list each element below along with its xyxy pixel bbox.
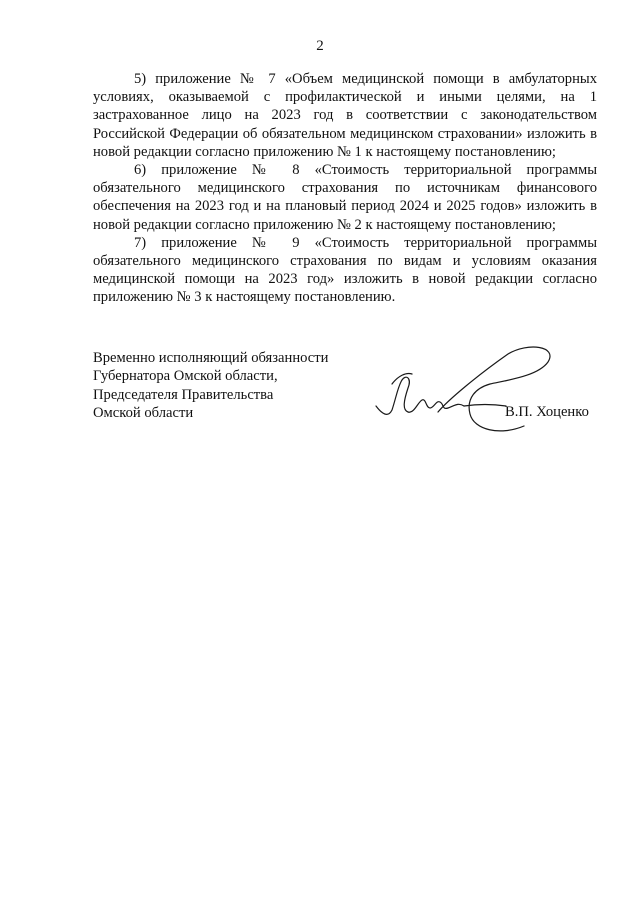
handwritten-signature — [368, 340, 568, 440]
signature-letters-stroke — [376, 377, 464, 414]
signatory-title-line: Временно исполняющий обязанности — [93, 350, 329, 366]
paragraph-item-5: 5) приложение № 7 «Объем медицинской помощи в амбулаторных условиях, оказываемой с профилактической и иными целями, на 1 застрахованное лицо на 2023 год в соответствии с законодательством Российской Федерации об обязательном медицинском страховании» изложить в новой редакции согласно приложению № 1 к настоящему постановлению; — [93, 71, 597, 160]
signatory-title-line: Омской области — [93, 405, 194, 422]
signature-tail-stroke — [464, 405, 506, 407]
signatory-name: В.П. Хоценко — [505, 404, 589, 420]
signatory-title-line: Губернатора Омской области, — [93, 368, 278, 385]
paragraph-item-6: 6) приложение № 8 «Стоимость территориальной программы обязательного медицинского страхования по источникам финансового обеспечения на 2023 год и на плановый период 2024 и 2025 годов» изложить в новой редакции согласно приложению № 2 к настоящему постановлению; — [93, 162, 597, 233]
signatory-title-line: Председателя Правительства — [93, 386, 274, 403]
page-number: 2 — [316, 38, 324, 54]
document-body — [93, 70, 597, 307]
signatory-title — [93, 349, 328, 423]
paragraph-item-7: 7) приложение № 9 «Стоимость территориальной программы обязательного медицинского страхования по видам и условиям оказания медицинской помощи на 2023 год» изложить в новой редакции согласно приложению № 3 к настоящему постановлению. — [93, 234, 597, 306]
